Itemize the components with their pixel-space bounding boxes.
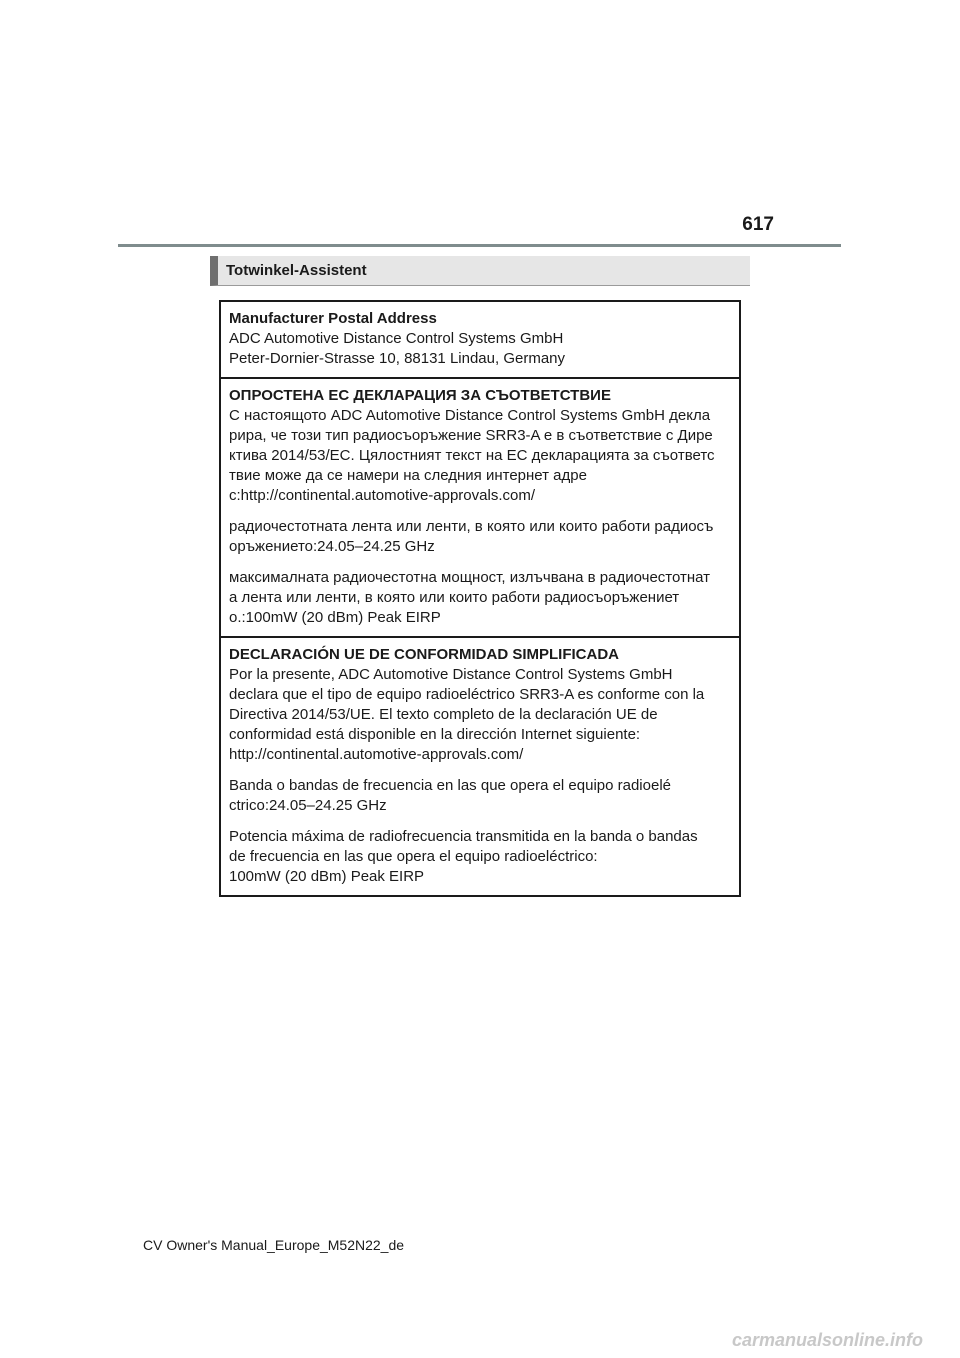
bulgarian-declaration-cell [221, 377, 739, 636]
footer-manual-id: CV Owner's Manual_Europe_M52N22_de [143, 1237, 405, 1253]
declaration-table [219, 300, 741, 897]
bulgarian-url-line: с:http://continental.automotive-approvals.com/ [229, 487, 535, 504]
bulgarian-power-line: о.:100mW (20 dBm) Peak EIRP [229, 609, 441, 626]
manufacturer-line: Peter-Dornier-Strasse 10, 88131 Lindau, Germany [229, 350, 566, 367]
spanish-url-line: http://continental.automotive-approvals.com/ [229, 746, 524, 763]
bulgarian-line: С настоящото ADC Automotive Distance Control Systems GmbH декла [229, 407, 711, 424]
spanish-line: Por la presente, ADC Automotive Distance Control Systems GmbH [229, 666, 673, 683]
manufacturer-title: Manufacturer Postal Address [229, 310, 437, 327]
bulgarian-line: ктива 2014/53/ЕС. Цялостният текст на ЕС декларацията за съответс [229, 447, 715, 464]
manufacturer-cell [221, 302, 739, 377]
spanish-line: conformidad está disponible en la dirección Internet siguiente: [229, 726, 641, 743]
spanish-power-line: Potencia máxima de radiofrecuencia transmitida en la banda o bandas [229, 828, 698, 845]
section-heading [210, 256, 750, 286]
spanish-line: Directiva 2014/53/UE. El texto completo de la declaración UE de [229, 706, 658, 723]
spanish-declaration-cell [221, 636, 739, 895]
spanish-band-line: Banda o bandas de frecuencia en las que opera el equipo radioelé [229, 777, 672, 794]
bulgarian-band-line: радиочестотната лента или ленти, в която или които работи радиосъ [229, 518, 714, 535]
spanish-title: DECLARACIÓN UE DE CONFORMIDAD SIMPLIFICADA [229, 646, 619, 663]
spanish-power-line: de frecuencia en las que opera el equipo radioeléctrico: [229, 848, 598, 865]
watermark: carmanualsonline.info [732, 1330, 924, 1350]
page-number: 617 [742, 214, 774, 235]
bulgarian-power-line: а лента или ленти, в която или които работи радиосъоръжениет [229, 589, 680, 606]
bulgarian-power-line: максималната радиочестотна мощност, излъчвана в радиочестотнат [229, 569, 711, 586]
header-rule [118, 244, 841, 247]
manufacturer-line: ADC Automotive Distance Control Systems GmbH [229, 330, 564, 347]
bulgarian-band-line: оръжението:24.05–24.25 GHz [229, 538, 435, 555]
spanish-power-line: 100mW (20 dBm) Peak EIRP [229, 868, 425, 885]
bulgarian-line: твие може да се намери на следния интернет адре [229, 467, 587, 484]
section-heading-text: Totwinkel-Assistent [226, 262, 367, 279]
spanish-band-line: ctrico:24.05–24.25 GHz [229, 797, 387, 814]
spanish-line: declara que el tipo de equipo radioeléctrico SRR3-A es conforme con la [229, 686, 705, 703]
bulgarian-line: рира, че този тип радиосъоръжение SRR3-A е в съответствие с Дире [229, 427, 713, 444]
bulgarian-title: ОПРОСТЕНА ЕС ДЕКЛАРАЦИЯ ЗА СЪОТВЕТСТВИЕ [229, 387, 611, 404]
